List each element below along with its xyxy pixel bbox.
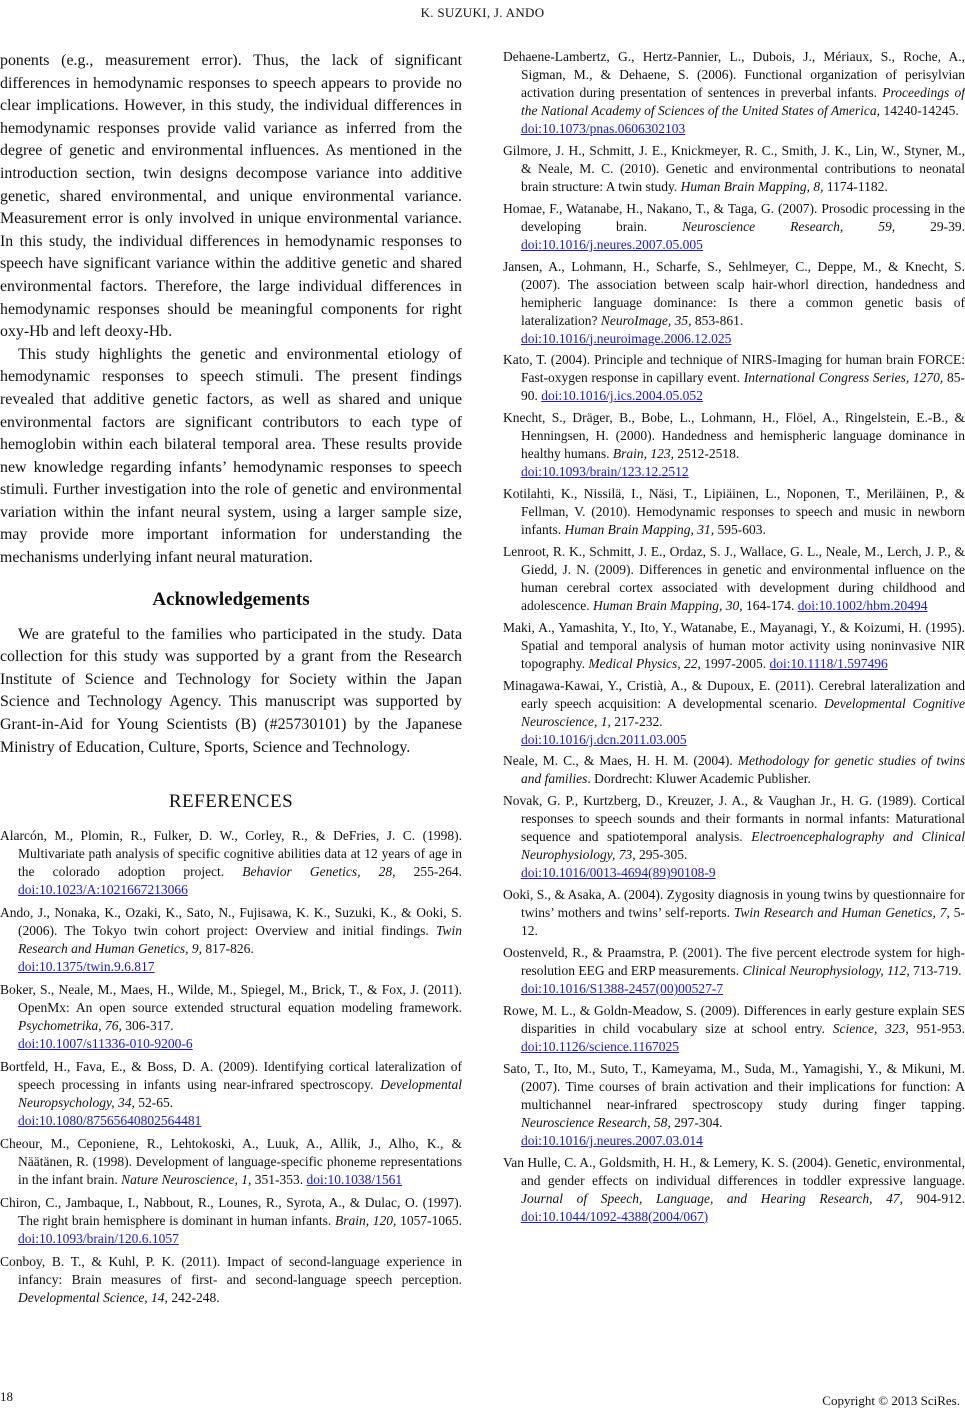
references-heading: REFERENCES <box>168 791 294 813</box>
reference-pages: . Dordrecht: Kluwer Academic Publisher. <box>587 771 811 787</box>
references-list-right <box>503 48 965 1226</box>
reference-entry <box>0 1135 462 1189</box>
reference-journal: Twin Research and Human Genetics, 9, <box>18 923 462 957</box>
reference-pages: 295-305. <box>635 847 688 863</box>
reference-journal: Behavior Genetics, 28, <box>242 864 396 880</box>
reference-authors-title: Neale, M. C., & Maes, H. H. M. (2004). <box>503 753 738 769</box>
reference-journal: Nature Neuroscience, 1, <box>121 1172 252 1188</box>
reference-authors-title: Ooki, S., & Asaka, A. (2004). Zygosity diagnosis in young twins by questionnaire for twins’ mothers and twins’ self-reports. <box>503 887 965 921</box>
doi-link[interactable]: doi:10.1126/science.1167025 <box>521 1038 679 1054</box>
reference-journal: Journal of Speech, Language, and Hearing Research, 47, <box>521 1190 904 1206</box>
reference-entry <box>503 886 965 940</box>
reference-authors-title: Gilmore, J. H., Schmitt, J. E., Knickmeyer, R. C., Smith, J. K., Lin, W., Styner, M., & Neale, M. C. (2010). Genetic and environmental contributions to neonatal brain structure: A twin study. <box>503 142 965 194</box>
reference-entry <box>503 752 965 788</box>
reference-journal: Methodology for genetic studies of twins and families <box>521 753 965 787</box>
reference-journal: NeuroImage, 35, <box>600 312 692 328</box>
doi-link[interactable]: doi:10.1038/1561 <box>306 1172 403 1188</box>
reference-entry <box>0 981 462 1053</box>
reference-pages: 904-912. <box>903 1190 965 1206</box>
reference-pages: 853-861. <box>691 312 744 328</box>
doi-link[interactable]: doi:10.1375/twin.9.6.817 <box>18 959 155 975</box>
reference-journal: Neuroscience Research, 58, <box>521 1114 671 1130</box>
reference-authors-title: Kato, T. (2004). Principle and technique of NIRS-Imaging for human brain FORCE: Fast-oxygen response in capillary event. <box>503 352 965 386</box>
reference-pages: 297-304. <box>670 1114 723 1130</box>
doi-link[interactable]: doi:10.1002/hbm.20494 <box>797 597 928 613</box>
reference-entry <box>503 485 965 539</box>
reference-journal: Psychometrika, 76, <box>18 1018 122 1034</box>
reference-pages: 5-12. <box>521 905 965 939</box>
reference-pages: 52-65. <box>134 1095 174 1111</box>
reference-pages: 817-826. <box>201 941 254 957</box>
reference-authors-title: Van Hulle, C. A., Goldsmith, H. H., & Lemery, K. S. (2004). Genetic, environmental, and gender effects on individual differences in toddler expressive language. <box>503 1154 965 1188</box>
reference-pages: 2512-2518. <box>674 446 740 462</box>
reference-authors-title: Bortfeld, H., Fava, E., & Boss, D. A. (2009). Identifying cortical lateralization of speech processing in infants using near-infrared spectroscopy. <box>0 1059 462 1093</box>
doi-link[interactable]: doi:10.1016/S1388-2457(00)00527-7 <box>521 980 724 996</box>
reference-entry <box>503 142 965 196</box>
reference-entry <box>503 677 965 749</box>
doi-link[interactable]: doi:10.1073/pnas.0606302103 <box>521 121 686 136</box>
reference-entry <box>503 351 965 405</box>
reference-journal: Neuroscience Research, 59, <box>682 218 896 234</box>
reference-journal: Clinical Neurophysiology, 112, <box>742 962 910 978</box>
reference-authors-title: Conboy, B. T., & Kuhl, P. K. (2011). Impact of second-language experience in infancy: Brain measures of first- and second-language speech perception. <box>0 1254 462 1288</box>
reference-journal: Human Brain Mapping, 30, <box>592 597 743 613</box>
doi-link[interactable]: doi:10.1016/j.dcn.2011.03.005 <box>521 731 687 747</box>
reference-authors-title: Sato, T., Ito, M., Suto, T., Kameyama, M., Suda, M., Yamagishi, Y., & Mikuni, M. (2007). Time courses of brain activation and their implications for function: A multichannel near-infrared spectroscopy study during finger tapping. <box>503 1060 965 1112</box>
reference-authors-title: Kotilahti, K., Nissilä, I., Näsi, T., Lipiäinen, L., Noponen, T., Meriläinen, P., & Fellman, V. (2010). Hemodynamic responses to speech and music in newborn infants. <box>503 486 965 538</box>
doi-link[interactable]: doi:10.1016/0013-4694(89)90108-9 <box>521 865 716 881</box>
reference-entry <box>503 619 965 673</box>
reference-pages: 595-603. <box>714 522 766 538</box>
reference-pages: 242-248. <box>167 1290 220 1306</box>
reference-pages: 164-174. <box>742 597 798 613</box>
reference-journal: Science, 323, <box>832 1020 909 1036</box>
reference-authors-title: Maki, A., Yamashita, Y., Ito, Y., Watanabe, E., Mayanagi, Y., & Koizumi, H. (1995). Spatial and temporal analysis of human motor activity using noninvasive NIR topography. <box>503 619 965 671</box>
reference-pages: 1174-1182. <box>823 178 888 194</box>
doi-link[interactable]: doi:10.1016/j.neures.2007.03.014 <box>521 1132 703 1148</box>
reference-pages: 1057-1065. <box>396 1213 462 1229</box>
reference-entry <box>0 904 462 976</box>
reference-journal: Human Brain Mapping, 8, <box>680 178 824 194</box>
reference-journal: Developmental Neuropsychology, 34, <box>18 1077 462 1111</box>
acknowledgements-text: We are grateful to the families who participated in the study. Data collection for this study was supported by a grant from the Research Institute of Science and Technology for Society within the Japan Science and Technology Agency. This manuscript was supported by Grant-in-Aid for Young Scientists (B) (#25730101) by the Japanese Ministry of Education, Culture, Sports, Science and Technology. <box>0 625 462 756</box>
reference-journal: Brain, 120, <box>335 1213 397 1229</box>
reference-pages: 217-232. <box>610 713 663 729</box>
reference-authors-title: Jansen, A., Lohmann, H., Scharfe, S., Sehlmeyer, C., Deppe, M., & Knecht, S. (2007). The association between scalp hair-whorl direction, handedness and hemipheric language dominance: Is there a common genetic basis of lateralization? <box>503 258 965 328</box>
references-list-left <box>0 827 462 1307</box>
copyright-notice: Copyright © 2013 SciRes. <box>822 1393 960 1408</box>
reference-entry <box>503 792 965 882</box>
reference-entry <box>0 827 462 899</box>
reference-entry <box>503 409 965 481</box>
reference-journal: Developmental Cognitive Neuroscience, 1, <box>521 695 965 729</box>
reference-pages: 29-39. <box>895 218 965 234</box>
reference-authors-title: Dehaene-Lambertz, G., Hertz-Pannier, L., Dubois, J., Mériaux, S., Roche, A., Sigman, M., & Dehaene, S. (2006). Functional organization of perisylvian activation during presentation of sentences in preverbal infants. <box>503 49 965 100</box>
reference-authors-title: Oostenveld, R., & Praamstra, P. (2001). The five percent electrode system for high-resolution EEG and ERP measurements. <box>503 944 965 978</box>
doi-link[interactable]: doi:10.1093/brain/120.6.1057 <box>18 1231 179 1247</box>
reference-entry <box>0 1058 462 1130</box>
reference-authors-title: Homae, F., Watanabe, H., Nakano, T., & Taga, G. (2007). Prosodic processing in the developing brain. <box>503 200 965 234</box>
reference-journal: Electroencephalography and Clinical Neurophysiology, 73, <box>521 829 965 863</box>
reference-authors-title: Lenroot, R. K., Schmitt, J. E., Ordaz, S. J., Wallace, G. L., Neale, M., Lerch, J. P., & Giedd, J. N. (2009). Differences in genetic and environmental influence on the human cerebral cortex associated with development during childhood and adolescence. <box>503 543 965 613</box>
reference-authors-title: Knecht, S., Dräger, B., Bobe, L., Lohmann, H., Flöel, A., Ringelstein, E.-B., & Henningsen, H. (2000). Handedness and hemispheric language dominance in healthy humans. <box>503 410 965 462</box>
left-column <box>0 50 462 1312</box>
reference-authors-title: Minagawa-Kawai, Y., Cristià, A., & Dupoux, E. (2011). Cerebral lateralization and early speech acquisition: A developmental scenario. <box>503 677 965 711</box>
reference-journal: Proceedings of the National Academy of Sciences of the United States of America, <box>521 85 965 118</box>
acknowledgements-heading: Acknowledgements <box>152 588 310 610</box>
reference-authors-title: Boker, S., Neale, M., Maes, H., Wilde, M., Spiegel, M., Brick, T., & Fox, J. (2011). OpenMx: An open source extended structural equation modeling framework. <box>0 982 462 1016</box>
doi-link[interactable]: doi:10.1016/j.ics.2004.05.052 <box>541 388 703 404</box>
reference-entry <box>503 543 965 615</box>
body-paragraph: ponents (e.g., measurement error). Thus, the lack of significant differences in hemodynamic responses to speech appears to provide no clear implications. However, in this study, the individual differences in hemodynamic responses provide valid variance as inferred from the degree of genetic and environmental influences. As mentioned in the introduction section, twin designs decompose variance into additive genetic, shared environmental, and unique environmental variance. Measurement error is only involved in unique environmental variance. In this study, the individual differences in hemodynamic responses to speech have significant variance within the additive genetic and shared environmental factors. Therefore, the large individual differences in hemodynamic responses should be meaningful components for right oxy-Hb and left deoxy-Hb. <box>0 52 462 341</box>
reference-entry <box>503 48 965 138</box>
doi-link[interactable]: doi:10.1007/s11336-010-9200-6 <box>18 1036 193 1052</box>
reference-journal: Brain, 123, <box>612 446 674 462</box>
reference-pages: 351-353. <box>251 1172 307 1188</box>
doi-link[interactable]: doi:10.1016/j.neuroimage.2006.12.025 <box>521 330 732 346</box>
doi-link[interactable]: doi:10.1118/1.597496 <box>769 655 888 671</box>
reference-pages: 255-264. <box>395 864 462 880</box>
doi-link[interactable]: doi:10.1044/1092-4388(2004/067) <box>521 1208 709 1224</box>
reference-journal: Twin Research and Human Genetics, 7, <box>733 905 950 921</box>
reference-entry <box>503 200 965 254</box>
reference-authors-title: Novak, G. P., Kurtzberg, D., Kreuzer, J. A., & Vaughan Jr., H. G. (1989). Cortical responses to speech sounds and their formants in normal infants: Maturational sequence and spatiotemporal analysis. <box>503 793 965 845</box>
reference-pages: 14240-14245. <box>880 103 959 118</box>
reference-authors-title: Alarcón, M., Plomin, R., Fulker, D. W., Corley, R., & DeFries, J. C. (1998). Multivariate path analysis of specific cognitive abilities data at 12 years of age in the colorado adoption project. <box>0 828 462 880</box>
right-column <box>503 48 965 1229</box>
reference-authors-title: Chiron, C., Jambaque, I., Nabbout, R., Lounes, R., Syrota, A., & Dulac, O. (1997). The right brain hemisphere is dominant in human infants. <box>0 1195 462 1229</box>
reference-pages: 85-90. <box>521 370 965 404</box>
reference-authors-title: Cheour, M., Ceponiene, R., Lehtokoski, A., Luuk, A., Allik, J., Alho, K., & Näätänen, R. (1998). Development of language-specific phoneme representations in the infant brain. <box>0 1136 462 1188</box>
reference-journal: Developmental Science, 14, <box>18 1290 168 1306</box>
reference-authors-title: Rowe, M. L., & Goldn-Meadow, S. (2009). Differences in early gesture explain SES disparities in child vocabulary size at school entry. <box>503 1002 965 1036</box>
body-paragraph: This study highlights the genetic and environmental etiology of hemodynamic responses to speech stimuli. The present findings revealed that additive genetic factors, as well as shared and unique environmental factors are significant contributors to each type of hemoglobin within each bilateral temporal area. These results provide new knowledge regarding infants’ hemodynamic responses to speech stimuli. Further investigation into the role of genetic and environmental variation within the infant neural system, using a larger sample size, may provide more important information for understanding the mechanisms underlying infant neural maturation. <box>0 345 462 567</box>
reference-pages: 951-953. <box>908 1020 965 1036</box>
doi-link[interactable]: doi:10.1080/87565640802564481 <box>18 1113 202 1129</box>
reference-entry <box>503 1154 965 1226</box>
reference-entry <box>503 1060 965 1150</box>
reference-authors-title: Ando, J., Nonaka, K., Ozaki, K., Sato, N., Fujisawa, K. K., Suzuki, K., & Ooki, S. (2006). The Tokyo twin cohort project: Overview and initial findings. <box>0 905 462 939</box>
reference-journal: Human Brain Mapping, 31, <box>564 522 715 538</box>
doi-link[interactable]: doi:10.1023/A:1021667213066 <box>18 882 188 898</box>
doi-link[interactable]: doi:10.1016/j.neures.2007.05.005 <box>521 236 703 252</box>
reference-entry <box>0 1194 462 1248</box>
running-head: K. SUZUKI, J. ANDO <box>420 5 545 20</box>
reference-entry <box>503 1002 965 1056</box>
doi-link[interactable]: doi:10.1093/brain/123.12.2512 <box>521 464 689 480</box>
page-number: 18 <box>0 1389 13 1404</box>
reference-journal: Medical Physics, 22, <box>588 655 701 671</box>
reference-entry <box>0 1253 462 1307</box>
reference-journal: International Congress Series, 1270, <box>743 370 944 386</box>
reference-pages: 713-719. <box>909 962 962 978</box>
reference-pages: 306-317. <box>121 1018 174 1034</box>
reference-entry <box>503 944 965 998</box>
reference-entry <box>503 258 965 348</box>
reference-pages: 1997-2005. <box>700 655 770 671</box>
